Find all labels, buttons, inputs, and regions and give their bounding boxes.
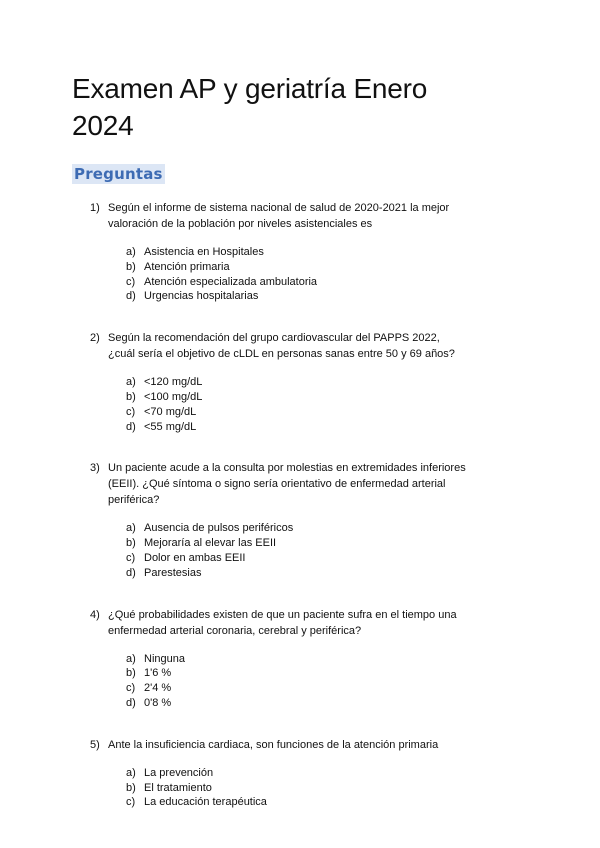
option-a — [108, 766, 468, 781]
option-a — [108, 245, 468, 260]
question-3 — [72, 460, 468, 580]
option-letter: a) — [126, 652, 136, 665]
option-letter: c) — [126, 405, 136, 418]
option-text: Parestesias — [144, 566, 202, 579]
option-a — [108, 652, 468, 667]
option-text: 2'4 % — [144, 682, 172, 695]
option-text: Asistencia en Hospitales — [144, 246, 264, 258]
option-text: La educación terapéutica — [144, 796, 267, 809]
option-list — [108, 766, 468, 810]
option-letter: b) — [126, 260, 136, 273]
question-list — [72, 200, 600, 810]
option-text: La prevención — [144, 766, 214, 779]
question-text: Según el informe de sistema nacional de salud de 2020-2021 la mejor valoración de la población por niveles asistenciales es — [108, 202, 450, 230]
option-b — [108, 781, 468, 796]
question-number: 1) — [90, 202, 100, 214]
option-letter: c) — [126, 551, 136, 564]
question-text: Un paciente acude a la consulta por molestias en extremidades inferiores (EEII). ¿Qué síntoma o signo sería orientativo de enfermedad arterial periférica? — [108, 462, 466, 507]
document-title: Examen AP y geriatría Enero 2024 — [72, 73, 428, 141]
option-list — [108, 375, 468, 434]
question-text: ¿Qué probabilidades existen de que un paciente sufra en el tiempo una enfermedad arterial coronaria, cerebral y periférica? — [108, 608, 457, 637]
option-text: Atención primaria — [144, 260, 230, 273]
option-text: Mejoraría al elevar las EEII — [144, 537, 277, 550]
option-text: Ausencia de pulsos periféricos — [144, 522, 294, 535]
option-text: Dolor en ambas EEII — [144, 551, 246, 564]
option-text: <100 mg/dL — [144, 390, 203, 403]
option-text: <70 mg/dL — [144, 405, 197, 418]
question-number: 5) — [90, 738, 100, 751]
question-1 — [72, 200, 468, 304]
question-number: 4) — [90, 608, 100, 621]
option-letter: a) — [126, 522, 136, 535]
option-c — [108, 275, 468, 290]
question-4 — [72, 607, 468, 711]
option-b — [108, 536, 468, 551]
option-c — [108, 405, 468, 420]
option-list — [108, 521, 468, 580]
question-text: Según la recomendación del grupo cardiovascular del PAPPS 2022, ¿cuál sería el objetivo de cLDL en personas sanas entre 50 y 69 años? — [108, 332, 455, 361]
option-letter: a) — [126, 766, 136, 779]
option-d — [108, 289, 468, 304]
option-text: <120 mg/dL — [144, 376, 203, 389]
option-letter: d) — [126, 566, 136, 579]
option-letter: d) — [126, 420, 136, 433]
option-a — [108, 375, 468, 390]
section-heading-label: Preguntas — [74, 165, 163, 183]
section-heading — [72, 164, 600, 186]
option-text: <55 mg/dL — [144, 420, 197, 433]
option-a — [108, 521, 468, 536]
option-list — [108, 245, 468, 304]
option-text: 0'8 % — [144, 696, 172, 709]
option-b — [108, 390, 468, 405]
option-letter: d) — [126, 290, 136, 303]
option-b — [108, 666, 468, 681]
option-d — [108, 696, 468, 711]
option-text: El tratamiento — [144, 781, 212, 794]
question-number: 3) — [90, 462, 100, 475]
question-text: Ante la insuficiencia cardiaca, son funciones de la atención primaria — [108, 738, 439, 751]
option-c — [108, 795, 468, 810]
question-2 — [72, 330, 468, 434]
question-number: 2) — [90, 332, 100, 345]
option-list — [108, 652, 468, 711]
option-letter: c) — [126, 682, 136, 695]
option-letter: a) — [126, 376, 136, 389]
option-text: 1'6 % — [144, 667, 172, 680]
option-c — [108, 551, 468, 566]
option-letter: c) — [126, 796, 136, 809]
option-letter: a) — [126, 246, 136, 258]
option-letter: b) — [126, 390, 136, 403]
option-text: Urgencias hospitalarias — [144, 290, 259, 303]
option-text: Ninguna — [144, 652, 185, 665]
option-letter: b) — [126, 537, 136, 550]
option-b — [108, 260, 468, 275]
option-letter: d) — [126, 696, 136, 709]
option-d — [108, 420, 468, 435]
option-text: Atención especializada ambulatoria — [144, 275, 318, 288]
option-d — [108, 566, 468, 581]
option-letter: b) — [126, 781, 136, 794]
option-letter: b) — [126, 667, 136, 680]
question-5 — [72, 737, 468, 810]
option-c — [108, 681, 468, 696]
option-letter: c) — [126, 275, 136, 288]
